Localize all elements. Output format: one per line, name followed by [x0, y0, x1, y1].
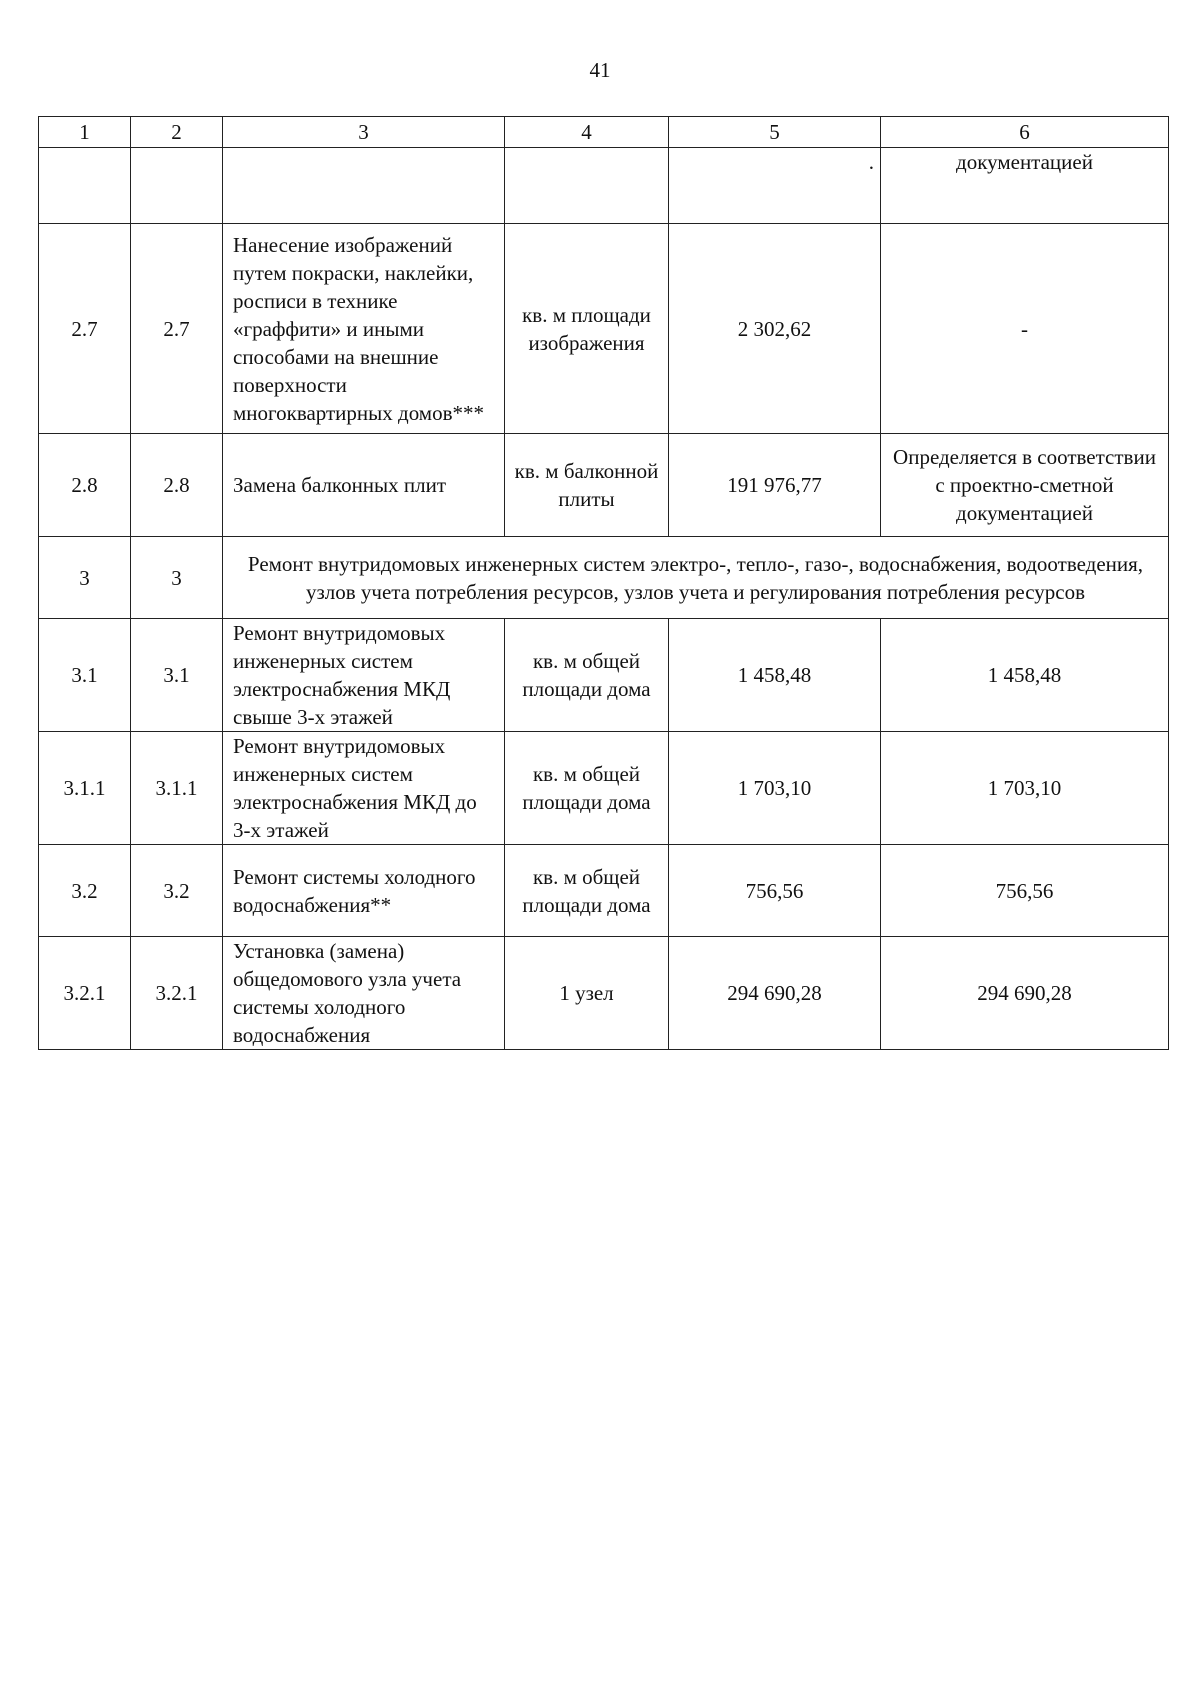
- section-row: [39, 537, 1169, 619]
- cell-unit: кв. м общей площади дома: [505, 619, 669, 732]
- cell-work-name: Ремонт внутридомовых инженерных систем электроснабжения МКД до 3-х этажей: [223, 732, 505, 845]
- cell-unit: 1 узел: [505, 937, 669, 1050]
- table-row: [39, 619, 1169, 732]
- header-cell: 4: [505, 117, 669, 148]
- cell-unit: кв. м площади изображения: [505, 224, 669, 434]
- table-row: [39, 148, 1169, 224]
- cell-value: 1 703,10: [669, 732, 881, 845]
- cell-number: 3.1.1: [131, 732, 223, 845]
- cell-work-name: Замена балконных плит: [223, 434, 505, 537]
- cell-value: 191 976,77: [669, 434, 881, 537]
- cell-number: 3.1.1: [39, 732, 131, 845]
- cell-value: 1 458,48: [881, 619, 1169, 732]
- cell-number: 3: [131, 537, 223, 619]
- cell-number: 2.7: [39, 224, 131, 434]
- cell-work-name: Установка (замена) общедомового узла учета системы холодного водоснабжения: [223, 937, 505, 1050]
- cell-note: Определяется в соответствии с проектно-сметной документацией: [881, 434, 1169, 537]
- page-number: 41: [589, 58, 611, 82]
- cell-value: 1 703,10: [881, 732, 1169, 845]
- cell-number: 3.1: [131, 619, 223, 732]
- cell-value: 294 690,28: [881, 937, 1169, 1050]
- cell-value: -: [881, 224, 1169, 434]
- header-cell: 5: [669, 117, 881, 148]
- cell-number: 3: [39, 537, 131, 619]
- cell-value: 2 302,62: [669, 224, 881, 434]
- cell-unit: кв. м балконной плиты: [505, 434, 669, 537]
- cell-work-name: Нанесение изображений путем покраски, наклейки, росписи в технике «граффити» и иными способами на внешние поверхности многоквартирных домов***: [223, 224, 505, 434]
- cell-value: 1 458,48: [669, 619, 881, 732]
- cell-value: 756,56: [881, 845, 1169, 937]
- table-row: [39, 732, 1169, 845]
- cell-work-name: Ремонт системы холодного водоснабжения**: [223, 845, 505, 937]
- cell-number: 3.2: [39, 845, 131, 937]
- table-row: [39, 434, 1169, 537]
- header-cell: 3: [223, 117, 505, 148]
- cell-number: 2.7: [131, 224, 223, 434]
- cell-number: 3.2.1: [39, 937, 131, 1050]
- header-cell: 6: [881, 117, 1169, 148]
- cell-unit: кв. м общей площади дома: [505, 845, 669, 937]
- cell-value: 756,56: [669, 845, 881, 937]
- cell-number: 3.2: [131, 845, 223, 937]
- table-header-row: [39, 117, 1169, 148]
- cell-number: 2.8: [39, 434, 131, 537]
- cell-number: 2.8: [131, 434, 223, 537]
- stray-mark: .: [868, 150, 874, 174]
- section-title: Ремонт внутридомовых инженерных систем электро-, тепло-, газо-, водоснабжения, водоотведения, узлов учета потребления ресурсов, узлов учета и регулирования потребления ресурсов: [223, 537, 1169, 619]
- cell-value: 294 690,28: [669, 937, 881, 1050]
- header-cell: 2: [131, 117, 223, 148]
- table-row: [39, 937, 1169, 1050]
- works-table: [38, 116, 1169, 1050]
- cell-unit: кв. м общей площади дома: [505, 732, 669, 845]
- header-cell: 1: [39, 117, 131, 148]
- cell-number: 3.2.1: [131, 937, 223, 1050]
- cell-number: 3.1: [39, 619, 131, 732]
- cell-note: документацией: [881, 148, 1169, 224]
- table-row: [39, 224, 1169, 434]
- cell-work-name: Ремонт внутридомовых инженерных систем электроснабжения МКД свыше 3-х этажей: [223, 619, 505, 732]
- table-row: [39, 845, 1169, 937]
